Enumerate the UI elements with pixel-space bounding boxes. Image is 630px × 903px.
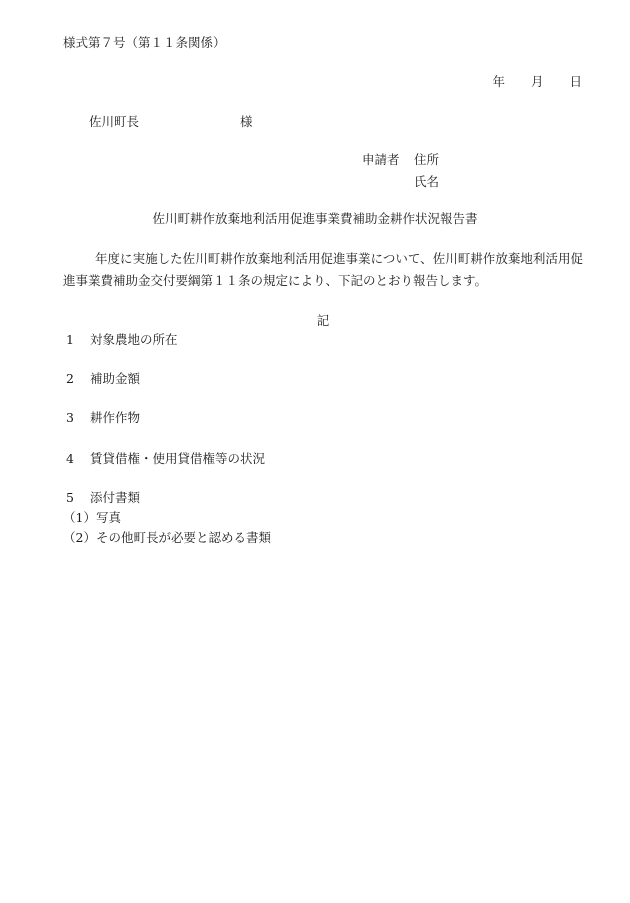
date-day-label: 日 [569,74,582,89]
ki-heading: 記 [316,313,330,328]
attachment-item: （2）その他町長が必要と認める書類 [63,530,271,545]
list-item-label: 賃貸借権・使用貸借権等の状況 [90,451,266,466]
addressee-honorific: 様 [240,114,253,129]
document-title: 佐川町耕作放棄地利活用促進事業費補助金耕作状況報告書 [152,211,478,226]
date-year-label: 年 [492,74,505,89]
attachment-item: （1）写真 [63,510,121,525]
list-item-label: 補助金額 [90,371,141,386]
list-item-label: 耕作作物 [90,410,141,425]
list-item-number: 4 [66,451,74,466]
list-item [66,410,140,425]
list-item [66,332,178,347]
list-item-number: 1 [66,332,74,347]
applicant-label: 申請者 [362,152,400,167]
applicant-name-label: 氏名 [414,174,440,189]
list-item-label: 添付書類 [90,490,141,505]
form-number: 様式第７号（第１１条関係） [63,35,226,50]
list-item [66,490,140,505]
date-line [492,74,582,89]
list-item [66,371,140,386]
list-item-number: 3 [66,410,74,425]
applicant-block [362,152,439,196]
date-month-label: 月 [530,74,544,89]
addressee-name: 佐川町長 [89,114,140,129]
applicant-address-label: 住所 [414,152,440,167]
list-item-number: 2 [66,371,74,386]
list-item-number: 5 [66,490,74,505]
applicant-address-row [362,152,439,174]
addressee [89,114,253,129]
applicant-name-row [362,174,439,196]
list-item-label: 対象農地の所在 [90,332,178,347]
body-paragraph: 年度に実施した佐川町耕作放棄地利活用促進事業について、佐川町耕作放棄地利活用促進事業費補助金交付要綱第１１条の規定により、下記のとおり報告します。 [63,251,583,288]
list-item [66,451,265,466]
